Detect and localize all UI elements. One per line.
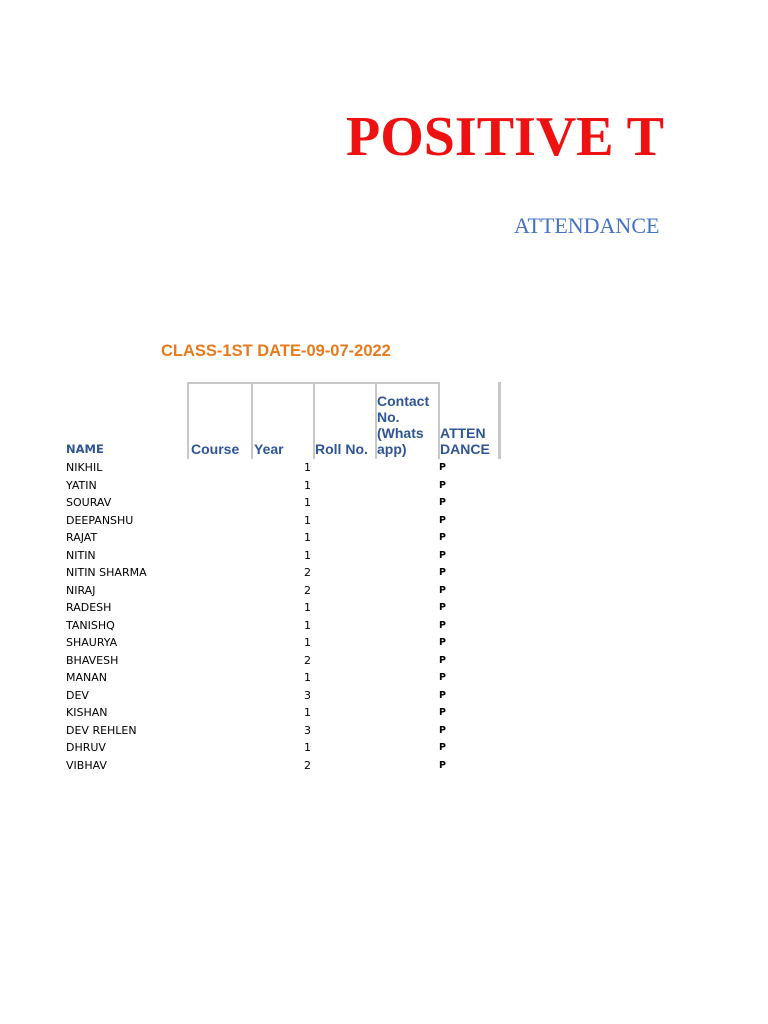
table-row xyxy=(0,564,768,582)
student-name: MANAN xyxy=(66,671,107,684)
table-row xyxy=(0,669,768,687)
header-attendance-line1: ATTEN xyxy=(440,425,486,441)
student-name: TANISHQ xyxy=(66,618,115,632)
student-attendance: P xyxy=(439,654,446,666)
header-contact-line3: (Whats xyxy=(377,425,424,441)
table-row xyxy=(0,512,768,530)
page-title: POSITIVE T xyxy=(346,106,664,168)
header-attendance-line2: DANCE xyxy=(440,441,490,457)
table-row xyxy=(0,477,768,495)
table-row xyxy=(0,687,768,705)
student-name: NIKHIL xyxy=(66,461,103,474)
student-attendance: P xyxy=(439,672,446,683)
student-year: 1 xyxy=(304,531,311,544)
student-attendance: P xyxy=(439,689,446,701)
student-year: 1 xyxy=(304,478,311,492)
student-attendance: P xyxy=(439,462,446,473)
student-year: 3 xyxy=(304,723,311,737)
student-name: DEV REHLEN xyxy=(66,723,137,737)
student-year: 1 xyxy=(304,671,311,684)
header-name: NAME xyxy=(66,442,104,456)
student-name: SHAURYA xyxy=(66,636,118,649)
student-name: DEEPANSHU xyxy=(66,513,134,527)
table-row xyxy=(0,494,768,512)
student-attendance: P xyxy=(439,479,446,491)
student-name: DHRUV xyxy=(66,741,106,754)
student-name: YATIN xyxy=(66,478,97,492)
student-attendance: P xyxy=(439,707,446,718)
table-row xyxy=(0,634,768,652)
student-year: 1 xyxy=(304,513,311,527)
student-name: NITIN SHARMA xyxy=(66,566,147,579)
student-year: 1 xyxy=(304,496,311,509)
student-year: 1 xyxy=(304,548,311,562)
header-year: Year xyxy=(254,441,284,457)
table-row xyxy=(0,599,768,617)
student-name: RAJAT xyxy=(66,531,98,544)
student-year: 1 xyxy=(304,601,311,614)
header-roll: Roll No. xyxy=(315,441,368,457)
student-attendance: P xyxy=(439,532,446,543)
student-year: 1 xyxy=(304,706,311,719)
header-contact-line4: app) xyxy=(377,441,407,457)
student-name: NIRAJ xyxy=(66,583,96,597)
student-year: 1 xyxy=(304,741,311,754)
student-attendance: P xyxy=(439,584,446,596)
header-contact-line2: No. xyxy=(377,409,400,425)
table-row xyxy=(0,529,768,547)
table-row xyxy=(0,739,768,757)
header-contact-line1: Contact xyxy=(377,393,430,409)
table-row xyxy=(0,547,768,565)
student-attendance: P xyxy=(439,549,446,561)
student-name: RADESH xyxy=(66,601,112,614)
table-row xyxy=(0,459,768,477)
attendance-table-body xyxy=(0,459,768,774)
student-year: 3 xyxy=(304,688,311,702)
student-name: SOURAV xyxy=(66,496,112,509)
class-date-heading: CLASS-1ST DATE-09-07-2022 xyxy=(161,342,391,360)
student-attendance: P xyxy=(439,637,446,648)
table-row xyxy=(0,652,768,670)
student-attendance: P xyxy=(439,497,446,508)
student-year: 1 xyxy=(304,461,311,474)
student-attendance: P xyxy=(439,742,446,753)
student-name: KISHAN xyxy=(66,706,108,719)
table-row xyxy=(0,757,768,775)
student-attendance: P xyxy=(439,567,446,578)
page-subtitle: ATTENDANCE xyxy=(514,213,660,238)
student-year: 2 xyxy=(304,566,311,579)
student-attendance: P xyxy=(439,514,446,526)
student-year: 1 xyxy=(304,636,311,649)
student-year: 1 xyxy=(304,618,311,632)
student-name: BHAVESH xyxy=(66,653,119,667)
student-name: DEV xyxy=(66,688,89,702)
student-year: 2 xyxy=(304,653,311,667)
header-course: Course xyxy=(191,441,240,457)
student-name: VIBHAV xyxy=(66,758,107,772)
student-attendance: P xyxy=(439,759,446,771)
student-year: 2 xyxy=(304,758,311,772)
table-row xyxy=(0,704,768,722)
table-row xyxy=(0,582,768,600)
table-row xyxy=(0,722,768,740)
student-attendance: P xyxy=(439,619,446,631)
student-attendance: P xyxy=(439,724,446,736)
table-row xyxy=(0,617,768,635)
student-attendance: P xyxy=(439,602,446,613)
student-name: NITIN xyxy=(66,548,96,562)
student-year: 2 xyxy=(304,583,311,597)
